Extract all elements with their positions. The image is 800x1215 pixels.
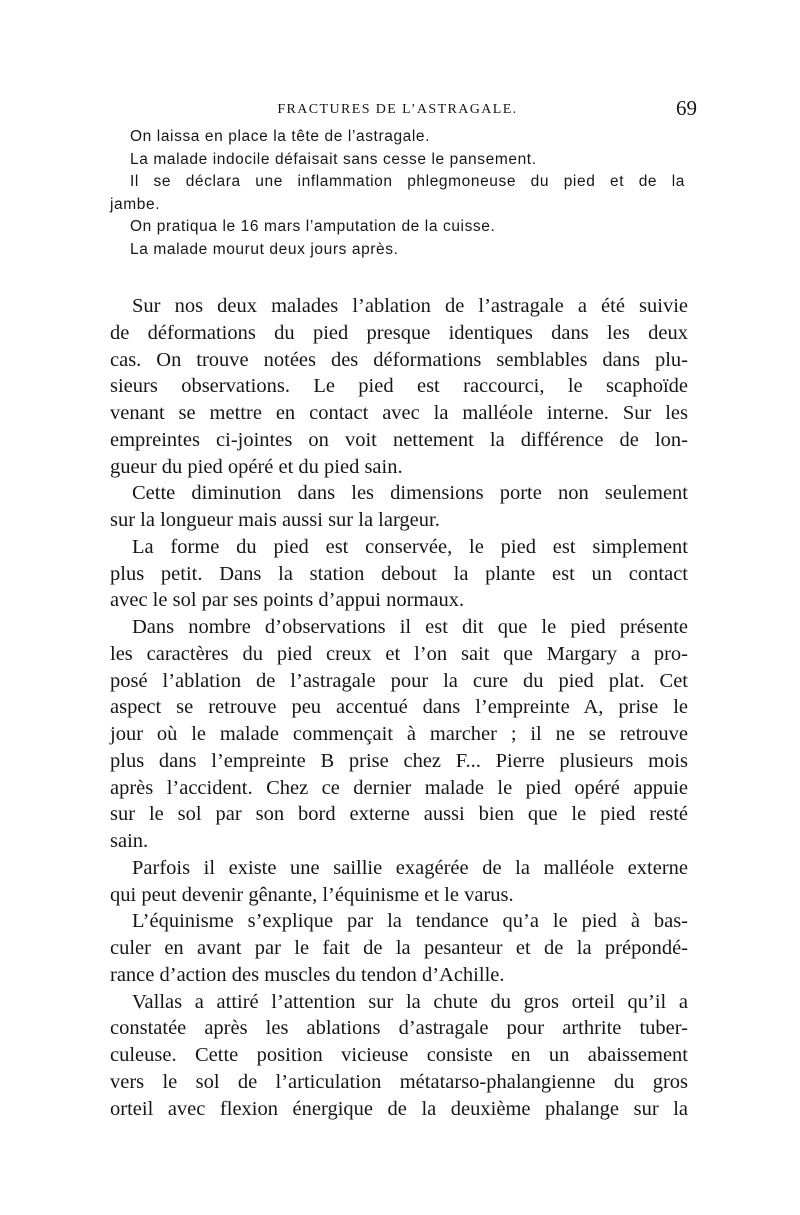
text-line: rance d’action des muscles du tendon d’Achille. bbox=[110, 963, 505, 986]
text-line: Dans nombre d’observations il est dit que le pied présente bbox=[132, 616, 688, 638]
text-line: sur la longueur mais aussi sur la largeur. bbox=[110, 509, 440, 531]
note-line: La malade mourut deux jours après. bbox=[130, 240, 399, 258]
text-line: Parfois il existe une saillie exagérée de la malléole externe bbox=[132, 856, 688, 879]
note-line: On laissa en place la tête de l’astragale. bbox=[130, 128, 431, 145]
text-line: aspect se retrouve peu accentué dans l’empreinte A, prise le bbox=[110, 696, 688, 719]
text-line: de déformations du pied presque identiques dans les deux bbox=[110, 321, 688, 344]
text-line: culeuse. Cette position vicieuse consiste en un abaissement bbox=[110, 1044, 688, 1066]
text-line: Vallas a attiré l’attention sur la chute du gros orteil qu’il a bbox=[132, 990, 688, 1013]
note-line: On pratiqua le 16 mars l’amputation de la cuisse. bbox=[130, 218, 496, 236]
text-line: gueur du pied opéré et du pied sain. bbox=[110, 455, 403, 478]
body-text bbox=[110, 293, 688, 1122]
page-number: 69 bbox=[676, 96, 697, 120]
text-line: jour où le malade commençait à marcher ; il ne se retrouve bbox=[110, 723, 688, 745]
text-line: La forme du pied est conservée, le pied est simplement bbox=[132, 535, 688, 558]
text-line: sain. bbox=[110, 830, 149, 852]
note-line: La malade indocile défaisait sans cesse le pansement. bbox=[130, 150, 537, 168]
text-line: culer en avant par le fait de la pesanteur et de la prépondé- bbox=[110, 937, 688, 959]
note-line: jambe. bbox=[110, 195, 161, 213]
text-line: les caractères du pied creux et l’on sait que Margary a pro- bbox=[110, 642, 688, 665]
text-line: Sur nos deux malades l’ablation de l’astragale a été suivie bbox=[132, 295, 688, 317]
text-line: plus petit. Dans la station debout la plante est un contact bbox=[110, 562, 688, 585]
case-notes bbox=[110, 126, 685, 262]
text-line: qui peut devenir gênante, l’équinisme et le varus. bbox=[110, 883, 514, 906]
text-line: après l’accident. Chez ce dernier malade le pied opéré appuie bbox=[110, 776, 688, 799]
note-line: Il se déclara une inflammation phlegmoneuse du pied et de la bbox=[130, 173, 685, 191]
text-line: L’équinisme s’explique par la tendance qu’a le pied à bas- bbox=[132, 910, 688, 933]
text-line: constatée après les ablations d’astragale pour arthrite tuber- bbox=[110, 1017, 688, 1040]
text-line: vers le sol de l’articulation métatarso-phalangienne du gros bbox=[110, 1070, 688, 1093]
text-line: plus dans l’empreinte B prise chez F... Pierre plusieurs mois bbox=[110, 749, 688, 772]
running-head: FRACTURES DE L’ASTRAGALE. bbox=[277, 102, 518, 117]
page-header bbox=[110, 96, 697, 126]
text-line: orteil avec flexion énergique de la deuxième phalange sur la bbox=[110, 1097, 688, 1120]
text-line: avec le sol par ses points d’appui normaux. bbox=[110, 589, 465, 612]
text-line: sieurs observations. Le pied est raccourci, le scaphoïde bbox=[110, 375, 688, 398]
text-line: sur le sol par son bord externe aussi bien que le pied resté bbox=[110, 803, 688, 826]
text-line: posé l’ablation de l’astragale pour la cure du pied plat. Cet bbox=[110, 669, 688, 692]
text-line: venant se mettre en contact avec la malléole interne. Sur les bbox=[110, 402, 688, 424]
text-line: cas. On trouve notées des déformations semblables dans plu- bbox=[110, 348, 688, 371]
text-line: empreintes ci-jointes on voit nettement la différence de lon- bbox=[110, 428, 688, 451]
text-line: Cette diminution dans les dimensions porte non seulement bbox=[132, 482, 688, 505]
